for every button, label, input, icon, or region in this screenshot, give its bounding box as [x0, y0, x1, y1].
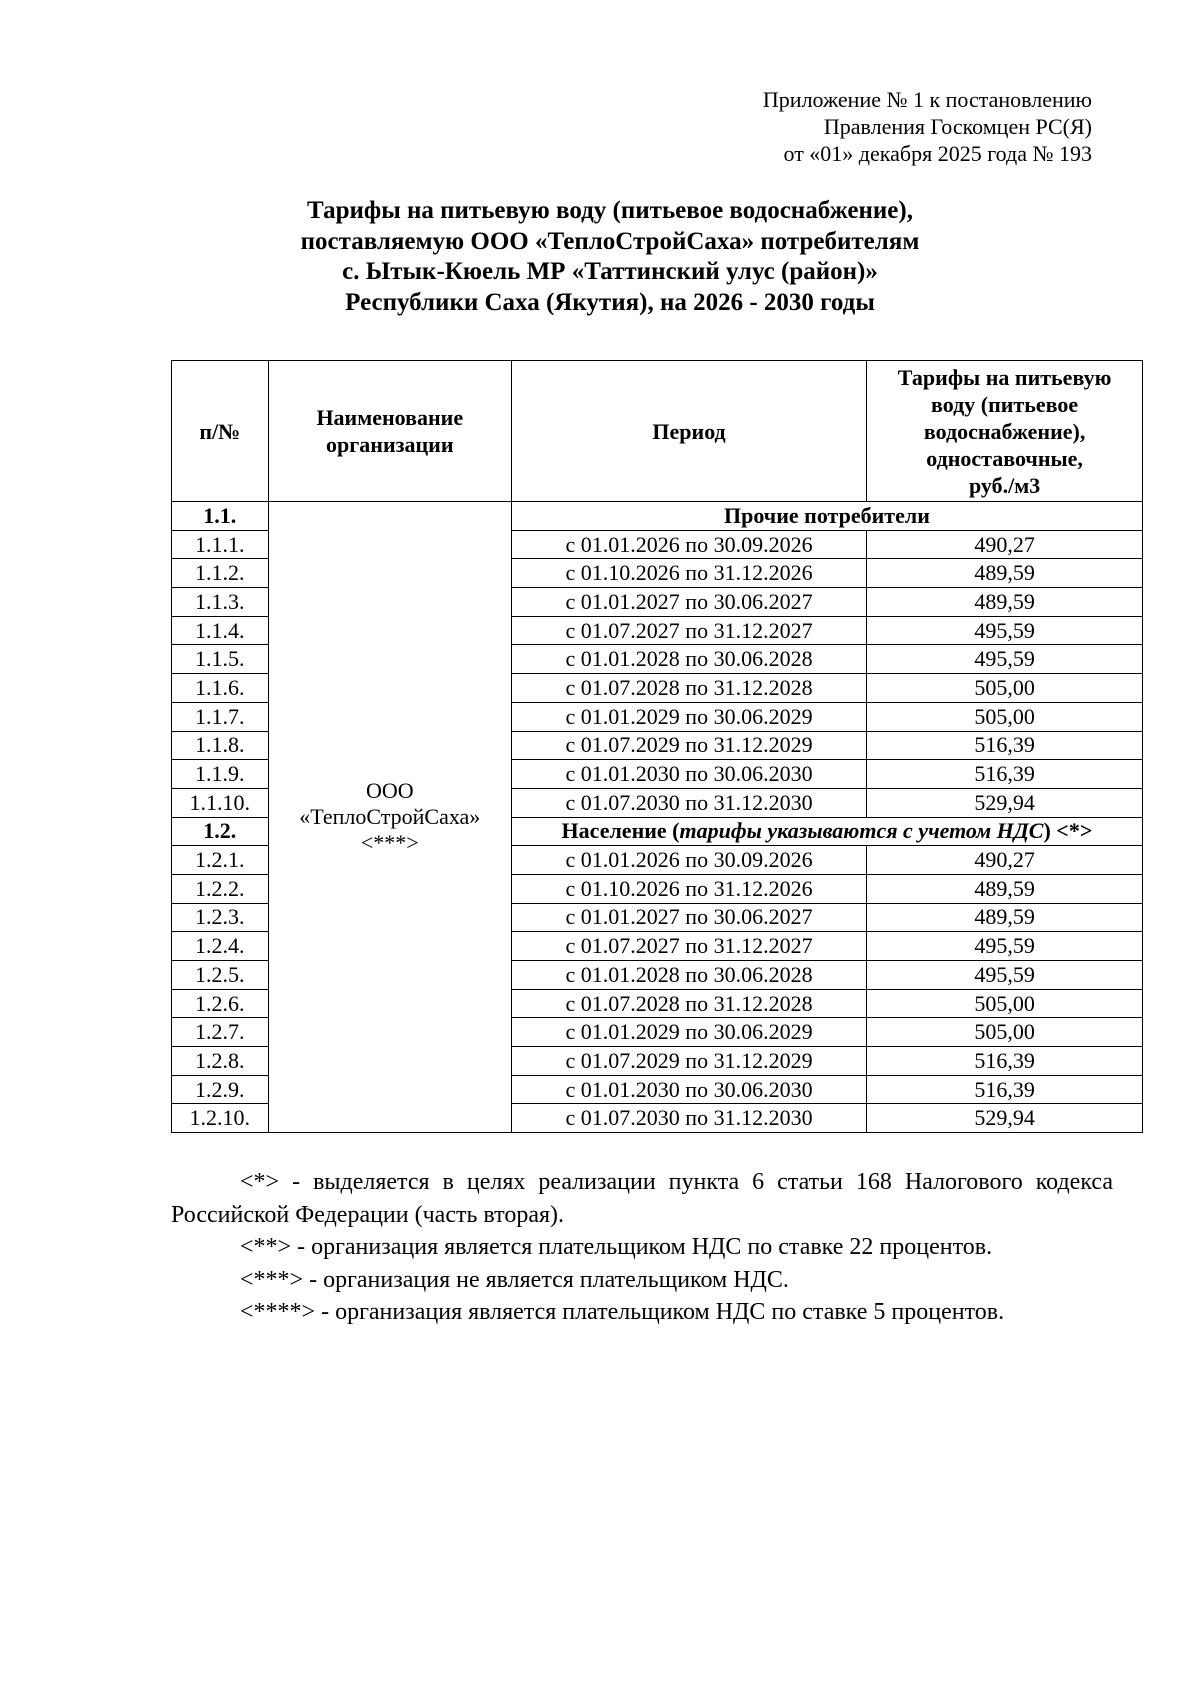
row-tariff: 495,59: [867, 961, 1143, 990]
row-tariff: 505,00: [867, 674, 1143, 703]
row-period: с 01.01.2029 по 30.06.2029: [511, 1018, 866, 1047]
header-note-line: от «01» декабря 2025 года № 193: [783, 141, 1092, 166]
row-num: 1.2.6.: [172, 989, 269, 1018]
header-org-line: организации: [326, 432, 454, 457]
header-note-line: Приложение № 1 к постановлению: [762, 87, 1092, 112]
row-num: 1.2.2.: [172, 874, 269, 903]
section-title: [511, 817, 1142, 846]
row-period: с 01.01.2030 по 30.06.2030: [511, 760, 866, 789]
row-num: 1.2.3.: [172, 903, 269, 932]
row-period: с 01.01.2026 по 30.09.2026: [511, 530, 866, 559]
row-tariff: 516,39: [867, 760, 1143, 789]
row-period: с 01.07.2028 по 31.12.2028: [511, 989, 866, 1018]
header-tariff-line: Тарифы на питьевую: [897, 364, 1112, 390]
row-period: с 01.01.2028 по 30.06.2028: [511, 961, 866, 990]
row-num: 1.2.5.: [172, 961, 269, 990]
row-period: с 01.07.2030 по 31.12.2030: [511, 788, 866, 817]
section-title: Прочие потребители: [511, 502, 1142, 531]
organization-line: <***>: [360, 830, 419, 856]
row-num: 1.2.8.: [172, 1047, 269, 1076]
row-period: с 01.10.2026 по 31.12.2026: [511, 874, 866, 903]
row-num: 1.2.7.: [172, 1018, 269, 1047]
section-title-end: ) <*>: [1043, 818, 1093, 844]
row-num: 1.1.2.: [172, 559, 269, 588]
row-num: 1.1.4.: [172, 616, 269, 645]
row-tariff: 529,94: [867, 788, 1143, 817]
header-org-line: Наименование: [316, 405, 464, 430]
row-tariff: 516,39: [867, 1047, 1143, 1076]
row-num: 1.1.10.: [172, 788, 269, 817]
header-tariff-line: водоснабжение),: [923, 418, 1086, 444]
row-period: с 01.10.2026 по 31.12.2026: [511, 559, 866, 588]
row-tariff: 495,59: [867, 616, 1143, 645]
row-period: с 01.07.2029 по 31.12.2029: [511, 731, 866, 760]
row-period: с 01.07.2027 по 31.12.2027: [511, 616, 866, 645]
section-title-start: Население (: [561, 818, 680, 844]
footnote: <***> - организация не является плательщиком НДС.: [240, 1266, 789, 1293]
row-tariff: 490,27: [867, 846, 1143, 875]
row-period: с 01.01.2027 по 30.06.2027: [511, 903, 866, 932]
row-period: с 01.01.2026 по 30.09.2026: [511, 846, 866, 875]
row-period: с 01.01.2028 по 30.06.2028: [511, 645, 866, 674]
row-num: 1.1.5.: [172, 645, 269, 674]
section-num: 1.2.: [172, 817, 269, 846]
row-num: 1.1.1.: [172, 530, 269, 559]
row-tariff: 505,00: [867, 1018, 1143, 1047]
footnotes: [171, 1166, 1113, 1329]
row-tariff: 489,59: [867, 874, 1143, 903]
header-tariff: [867, 361, 1143, 502]
row-num: 1.1.7.: [172, 702, 269, 731]
title-line: Республики Саха (Якутия), на 2026 - 2030 годы: [345, 288, 875, 316]
row-tariff: 505,00: [867, 989, 1143, 1018]
row-period: с 01.01.2029 по 30.06.2029: [511, 702, 866, 731]
row-num: 1.1.3.: [172, 588, 269, 617]
header-tariff-line: одноставочные,: [926, 445, 1083, 471]
title-line: Тарифы на питьевую воду (питьевое водоснабжение),: [307, 197, 913, 224]
row-num: 1.2.4.: [172, 932, 269, 961]
row-period: с 01.01.2027 по 30.06.2027: [511, 588, 866, 617]
header-tariff-line: руб./м3: [968, 472, 1041, 498]
section-title-italic: тарифы указываются с учетом НДС: [679, 818, 1044, 844]
row-tariff: 495,59: [867, 645, 1143, 674]
header-period: Период: [511, 361, 866, 502]
section-row: [172, 502, 1143, 531]
row-tariff: 495,59: [867, 932, 1143, 961]
document-title: [160, 196, 1060, 318]
row-tariff: 516,39: [867, 731, 1143, 760]
row-num: 1.1.6.: [172, 674, 269, 703]
footnote: <*> - выделяется в целях реализации пункта 6 статьи 168 Налогового кодекса Российской Федерации (часть вторая).: [171, 1169, 1113, 1228]
header-note: [763, 86, 1092, 167]
row-num: 1.1.8.: [172, 731, 269, 760]
row-period: с 01.07.2030 по 31.12.2030: [511, 1104, 866, 1133]
row-tariff: 490,27: [867, 530, 1143, 559]
row-period: с 01.07.2029 по 31.12.2029: [511, 1047, 866, 1076]
row-tariff: 516,39: [867, 1075, 1143, 1104]
organization-line: «ТеплоСтройСаха»: [299, 804, 481, 830]
organization-cell: [268, 502, 511, 1133]
row-period: с 01.07.2028 по 31.12.2028: [511, 674, 866, 703]
row-tariff: 505,00: [867, 702, 1143, 731]
row-num: 1.2.10.: [172, 1104, 269, 1133]
row-period: с 01.01.2030 по 30.06.2030: [511, 1075, 866, 1104]
row-tariff: 529,94: [867, 1104, 1143, 1133]
title-line: поставляемую ООО «ТеплоСтройСаха» потребителям: [300, 227, 920, 255]
tariffs-table: [171, 360, 1143, 1133]
footnote: <**> - организация является плательщиком НДС по ставке 22 процентов.: [240, 1234, 993, 1260]
header-note-line: Правления Госкомцен РС(Я): [823, 114, 1092, 139]
footnote: <****> - организация является плательщиком НДС по ставке 5 процентов.: [240, 1299, 1005, 1325]
header-num: п/№: [172, 361, 269, 502]
row-num: 1.1.9.: [172, 760, 269, 789]
row-period: с 01.07.2027 по 31.12.2027: [511, 932, 866, 961]
row-tariff: 489,59: [867, 588, 1143, 617]
title-line: с. Ытык-Кюель МР «Таттинский улус (район)»: [342, 258, 878, 285]
table-header-row: [172, 361, 1143, 502]
header-tariff-line: воду (питьевое: [931, 391, 1079, 417]
row-num: 1.2.9.: [172, 1075, 269, 1104]
row-num: 1.2.1.: [172, 846, 269, 875]
header-organization: [268, 361, 511, 502]
row-tariff: 489,59: [867, 559, 1143, 588]
organization-line: ООО: [365, 778, 414, 804]
section-num: 1.1.: [172, 502, 269, 531]
row-tariff: 489,59: [867, 903, 1143, 932]
